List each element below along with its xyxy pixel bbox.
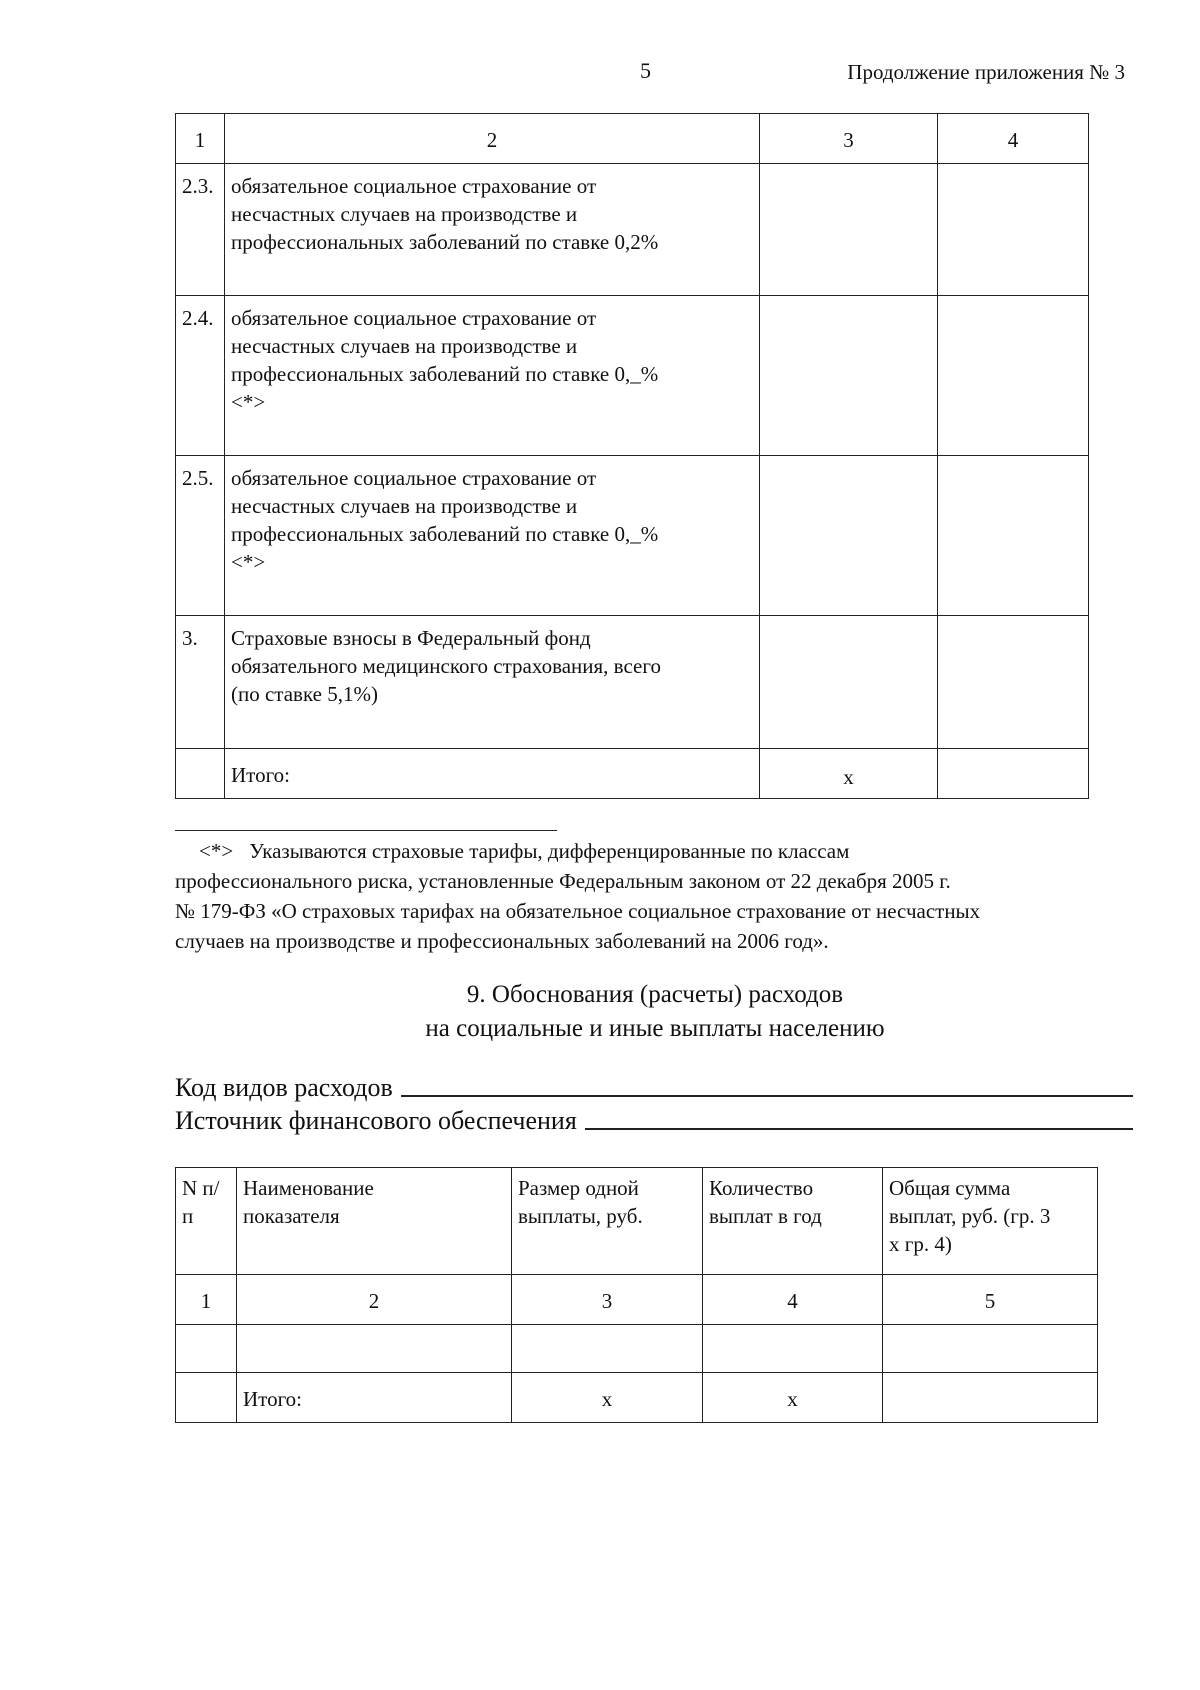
column-number-2: 2 bbox=[225, 114, 760, 164]
header-text-line: выплат в год bbox=[709, 1204, 822, 1228]
header-text-line: выплат, руб. (гр. 3 bbox=[889, 1204, 1051, 1228]
row-number: 3. bbox=[176, 616, 225, 749]
footnote-line bbox=[175, 836, 1135, 866]
row-description bbox=[225, 456, 760, 616]
funding-source-label: Источник финансового обеспечения bbox=[175, 1106, 577, 1135]
cell-col-4 bbox=[938, 456, 1089, 616]
total-label: Итого: bbox=[237, 1373, 512, 1423]
row-text-line: несчастных случаев на производстве и bbox=[231, 202, 578, 226]
row-text-line: обязательного медицинского страхования, всего bbox=[231, 654, 661, 678]
column-number-2: 2 bbox=[237, 1275, 512, 1325]
header-indicator-name bbox=[237, 1168, 512, 1275]
cell-col-4 bbox=[938, 296, 1089, 456]
empty-cell bbox=[176, 1325, 237, 1373]
social-payments-table bbox=[175, 1167, 1098, 1423]
column-number-5: 5 bbox=[883, 1275, 1098, 1325]
cell-col-3 bbox=[760, 164, 938, 296]
total-cell: х bbox=[703, 1373, 883, 1423]
header-text-line: Количество bbox=[709, 1176, 814, 1200]
total-cell-col-3: х bbox=[760, 749, 938, 799]
header-payment-size bbox=[512, 1168, 703, 1275]
funding-source-blank[interactable] bbox=[585, 1106, 1133, 1130]
row-text-line: Страховые взносы в Федеральный фонд bbox=[231, 626, 591, 650]
page-number: 5 bbox=[640, 58, 651, 83]
total-cell: х bbox=[512, 1373, 703, 1423]
total-cell-col-4 bbox=[938, 749, 1089, 799]
row-text-line: <*> bbox=[231, 550, 266, 574]
column-numbers-row bbox=[176, 1275, 1098, 1325]
header-text-line: х гр. 4) bbox=[889, 1232, 952, 1256]
continuation-header: Продолжение приложения № 3 bbox=[847, 60, 1125, 84]
row-number: 2.3. bbox=[176, 164, 225, 296]
row-text-line: обязательное социальное страхование от bbox=[231, 466, 597, 490]
table-header-row bbox=[176, 1168, 1098, 1275]
header-text-line: Общая сумма bbox=[889, 1176, 1011, 1200]
cell-col-3 bbox=[760, 296, 938, 456]
total-cell bbox=[883, 1373, 1098, 1423]
column-number-4: 4 bbox=[703, 1275, 883, 1325]
row-text-line: обязательное социальное страхование от bbox=[231, 306, 597, 330]
total-row-number bbox=[176, 749, 225, 799]
table-row bbox=[176, 456, 1089, 616]
header-text-line: Наименование bbox=[243, 1176, 374, 1200]
table-header-row bbox=[176, 114, 1089, 164]
row-description bbox=[225, 296, 760, 456]
row-number: 2.4. bbox=[176, 296, 225, 456]
section-title bbox=[175, 978, 1135, 1046]
empty-cell bbox=[703, 1325, 883, 1373]
row-text-line: профессиональных заболеваний по ставке 0,_% bbox=[231, 362, 659, 386]
row-description bbox=[225, 616, 760, 749]
row-text-line: (по ставке 5,1%) bbox=[231, 682, 378, 706]
empty-cell bbox=[237, 1325, 512, 1373]
expense-code-label: Код видов расходов bbox=[175, 1073, 393, 1102]
footnote bbox=[175, 836, 1135, 956]
footnote-mark: <*> bbox=[199, 839, 234, 863]
funding-source-field bbox=[175, 1106, 1133, 1136]
cell-col-4 bbox=[938, 616, 1089, 749]
total-label: Итого: bbox=[225, 749, 760, 799]
footnote-line: № 179-ФЗ «О страховых тарифах на обязательное социальное страхование от несчастных bbox=[175, 899, 981, 923]
total-row bbox=[176, 1373, 1098, 1423]
total-cell bbox=[176, 1373, 237, 1423]
footnote-text: Указываются страховые тарифы, дифференцированные по классам bbox=[249, 839, 850, 863]
table-row bbox=[176, 296, 1089, 456]
total-row bbox=[176, 749, 1089, 799]
table-row bbox=[176, 164, 1089, 296]
cell-col-4 bbox=[938, 164, 1089, 296]
row-text-line: обязательное социальное страхование от bbox=[231, 174, 597, 198]
row-number: 2.5. bbox=[176, 456, 225, 616]
header-row-number bbox=[176, 1168, 237, 1275]
expense-code-field bbox=[175, 1073, 1133, 1103]
header-total-amount bbox=[883, 1168, 1098, 1275]
header-text-line: N п/ bbox=[182, 1176, 220, 1200]
table-row bbox=[176, 616, 1089, 749]
row-text-line: несчастных случаев на производстве и bbox=[231, 334, 578, 358]
column-number-3: 3 bbox=[512, 1275, 703, 1325]
expense-code-blank[interactable] bbox=[401, 1073, 1133, 1097]
empty-cell bbox=[883, 1325, 1098, 1373]
column-number-1: 1 bbox=[176, 114, 225, 164]
header-text-line: п bbox=[182, 1204, 194, 1228]
header-text-line: показателя bbox=[243, 1204, 340, 1228]
empty-cell bbox=[512, 1325, 703, 1373]
footnote-line: профессионального риска, установленные Федеральным законом от 22 декабря 2005 г. bbox=[175, 869, 951, 893]
header-text-line: выплаты, руб. bbox=[518, 1204, 643, 1228]
footnote-divider bbox=[175, 830, 557, 831]
section-title-line: на социальные и иные выплаты населению bbox=[425, 1015, 885, 1042]
row-text-line: несчастных случаев на производстве и bbox=[231, 494, 578, 518]
column-number-3: 3 bbox=[760, 114, 938, 164]
cell-col-3 bbox=[760, 616, 938, 749]
header-payments-per-year bbox=[703, 1168, 883, 1275]
table-row bbox=[176, 1325, 1098, 1373]
row-text-line: профессиональных заболеваний по ставке 0,_% bbox=[231, 522, 659, 546]
footnote-line: случаев на производстве и профессиональных заболеваний на 2006 год». bbox=[175, 929, 829, 953]
section-title-line: 9. Обоснования (расчеты) расходов bbox=[466, 981, 844, 1008]
row-text-line: профессиональных заболеваний по ставке 0,2% bbox=[231, 230, 659, 254]
row-description bbox=[225, 164, 760, 296]
insurance-contributions-table bbox=[175, 113, 1089, 799]
column-number-4: 4 bbox=[938, 114, 1089, 164]
column-number-1: 1 bbox=[176, 1275, 237, 1325]
row-text-line: <*> bbox=[231, 390, 266, 414]
header-text-line: Размер одной bbox=[518, 1176, 639, 1200]
cell-col-3 bbox=[760, 456, 938, 616]
